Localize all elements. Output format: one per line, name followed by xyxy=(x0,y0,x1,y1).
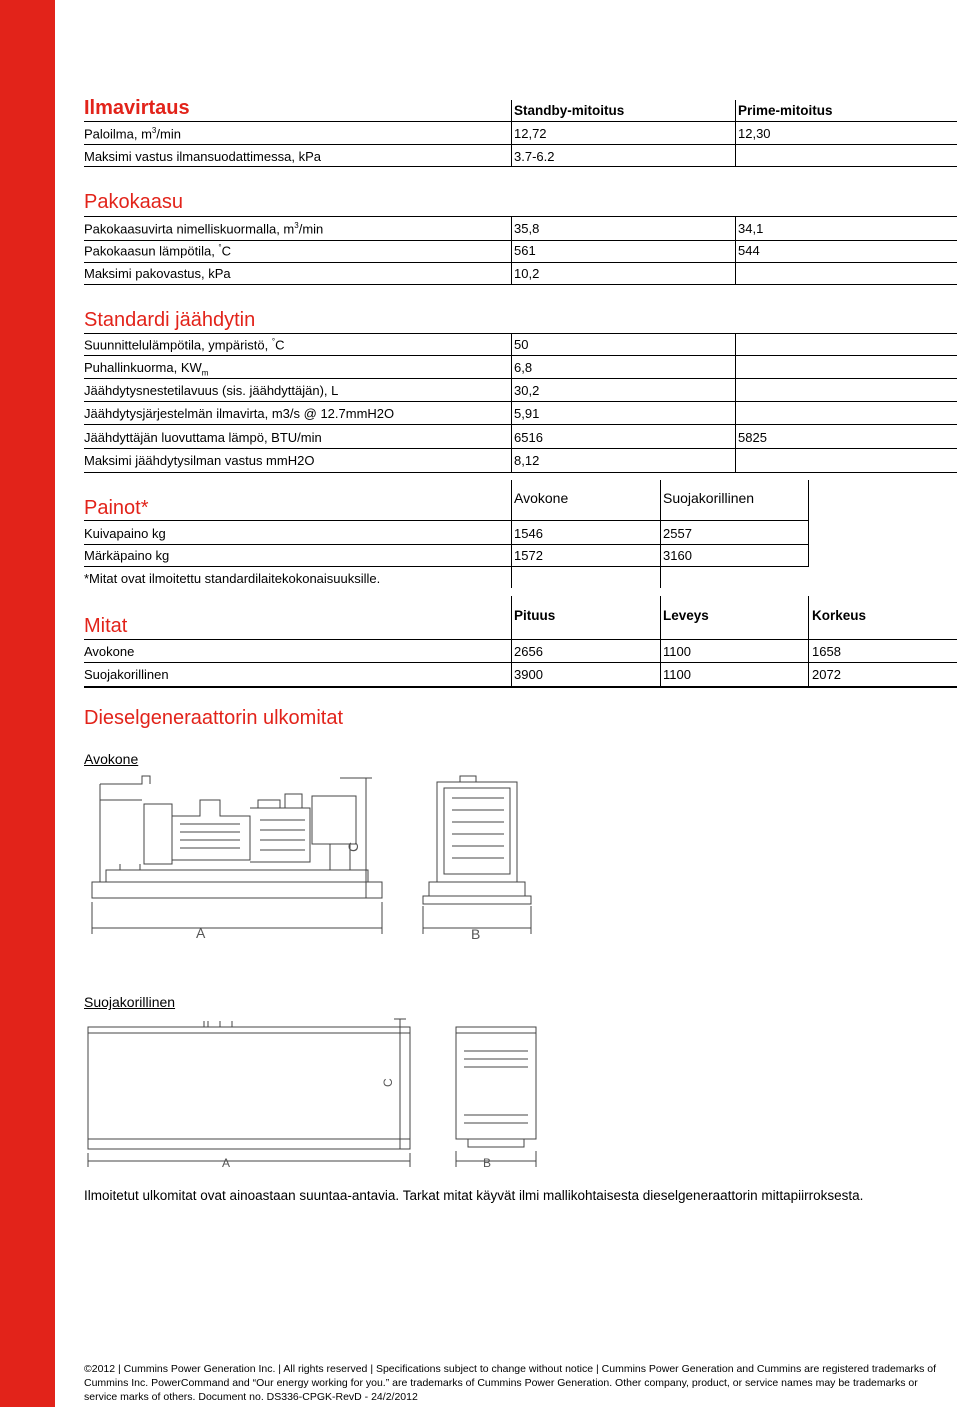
divider xyxy=(84,424,957,425)
dimensions-header-height: Korkeus xyxy=(812,608,867,623)
airflow-row-value: 12,72 xyxy=(514,126,547,141)
footer-legal: ©2012 | Cummins Power Generation Inc. | All rights reserved | Specifications subject to change without notice | Cummins Power Generation and Cummins are registered trademarks of Cummins Inc. PowerCommand and “Our energy working for you.” are trademarks of Cummins Power Generation. Other company, product, or service names may be trademarks or service marks of others. Document no. DS336-CPGK-RevD - 24/2/2012 xyxy=(84,1363,937,1403)
exhaust-row-label: Maksimi pakovastus, kPa xyxy=(84,266,231,281)
dimension-b-label: B xyxy=(483,1156,492,1170)
weights-row-value: 1546 xyxy=(514,526,543,541)
divider xyxy=(84,144,957,145)
divider xyxy=(84,121,957,122)
divider xyxy=(660,596,661,686)
exhaust-row-value: 35,8 xyxy=(514,221,540,236)
divider xyxy=(808,596,809,686)
dimension-a-label: A xyxy=(222,1156,231,1170)
cooling-row-value: 6,8 xyxy=(514,360,533,375)
dimensions-row-value: 3900 xyxy=(514,667,543,682)
airflow-row-label: Paloilma, $m^3/\min$ xyxy=(84,126,181,142)
dimensions-row-label: Avokone xyxy=(84,644,135,659)
outline-title: Dieselgeneraattorin ulkomitat xyxy=(84,707,344,729)
disclaimer: Ilmoitetut ulkomitat ovat ainoastaan suuntaa-antavia. Tarkat mitat käyvät ilmi mallikohtaisesta dieselgeneraattorin mittapiirroksesta. xyxy=(84,1188,864,1203)
airflow-row-label: Maksimi vastus ilmansuodattimessa, kPa xyxy=(84,149,321,164)
weights-row-value: 1572 xyxy=(514,548,543,563)
divider xyxy=(84,333,957,334)
weights-note: *Mitat ovat ilmoitettu standardilaitekokonaisuuksille. xyxy=(84,571,381,586)
divider xyxy=(84,166,957,167)
dimensions-header-length: Pituus xyxy=(514,608,556,623)
weights-row-value: 3160 xyxy=(663,548,692,563)
divider xyxy=(511,216,512,284)
dimensions-row-value: 1658 xyxy=(812,644,841,659)
weights-header-enclosed: Suojakorillinen xyxy=(663,490,755,506)
divider xyxy=(84,262,957,263)
cooling-title: Standardi jäähdytin xyxy=(84,309,256,331)
airflow-row-value: 3.7-6.2 xyxy=(514,149,555,164)
divider xyxy=(84,401,957,402)
brand-side-bar xyxy=(0,0,55,1407)
exhaust-title: Pakokaasu xyxy=(84,191,183,213)
dimension-c-label: C xyxy=(345,841,361,852)
airflow-header-standby: Standby-mitoitus xyxy=(514,103,625,118)
dimension-c-label: C xyxy=(381,1078,395,1087)
divider xyxy=(511,596,512,686)
exhaust-row-value: 544 xyxy=(738,243,760,258)
divider xyxy=(735,333,736,472)
open-set-drawing xyxy=(80,770,550,950)
weights-row-value: 2557 xyxy=(663,526,692,541)
cooling-row-value: 5,91 xyxy=(514,406,540,421)
dimensions-row-value: 2656 xyxy=(514,644,543,659)
open-set-label: Avokone xyxy=(84,751,139,767)
dimensions-title: Mitat xyxy=(84,615,128,637)
enclosed-set-drawing xyxy=(80,1015,550,1175)
divider xyxy=(84,284,957,285)
cooling-row-value: 30,2 xyxy=(514,383,540,398)
weights-header-open: Avokone xyxy=(514,490,569,506)
airflow-row-value: 12,30 xyxy=(738,126,771,141)
weights-row-label: Kuivapaino kg xyxy=(84,526,166,541)
divider xyxy=(511,333,512,472)
exhaust-row-value: 10,2 xyxy=(514,266,540,281)
cooling-row-value: 6516 xyxy=(514,430,543,445)
divider xyxy=(84,544,809,545)
dimensions-row-value: 1100 xyxy=(663,667,691,682)
cooling-row-label: Jäähdyttäjän luovuttama lämpö, BTU/min xyxy=(84,430,322,445)
divider xyxy=(660,480,661,566)
divider xyxy=(84,566,809,567)
divider xyxy=(808,480,809,566)
dimensions-row-value: 1100 xyxy=(663,644,691,659)
exhaust-row-label: Pakokaasuvirta nimelliskuormalla, $m^3/\min$ xyxy=(84,221,324,237)
divider xyxy=(84,686,957,688)
cooling-row-label: Suunnittelulämpötila, ympäristö, °C xyxy=(84,337,285,353)
cooling-row-label: Maksimi jäähdytysilman vastus mmH2O xyxy=(84,453,315,468)
cooling-row-value: 5825 xyxy=(738,430,767,445)
divider xyxy=(84,355,957,356)
divider xyxy=(511,100,512,166)
divider xyxy=(84,520,809,521)
cooling-row-label: Jäähdytysnestetilavuus (sis. jäähdyttäjän), L xyxy=(84,383,339,398)
exhaust-row-value: 561 xyxy=(514,243,536,258)
enclosed-set-label: Suojakorillinen xyxy=(84,994,176,1010)
divider xyxy=(511,566,512,588)
divider xyxy=(84,378,957,379)
divider xyxy=(735,216,736,284)
exhaust-row-label: Pakokaasun lämpötila, °C xyxy=(84,243,232,259)
cooling-row-label: Jäähdytysjärjestelmän ilmavirta, m3/s @ 12.7mmH2O xyxy=(84,406,395,421)
divider xyxy=(84,448,957,449)
weights-row-label: Märkäpaino kg xyxy=(84,548,170,563)
cooling-row-value: 50 xyxy=(514,337,529,352)
divider xyxy=(735,100,736,166)
divider xyxy=(84,662,957,663)
divider xyxy=(84,240,957,241)
divider xyxy=(84,472,957,473)
airflow-title: Ilmavirtaus xyxy=(84,97,190,119)
dimensions-row-value: 2072 xyxy=(812,667,841,682)
divider xyxy=(84,216,957,217)
divider xyxy=(84,639,957,640)
divider xyxy=(511,480,512,566)
dimension-a-label: A xyxy=(196,925,206,941)
weights-title: Painot* xyxy=(84,497,149,519)
dimensions-header-width: Leveys xyxy=(663,608,709,623)
dimension-b-label: B xyxy=(471,926,481,942)
cooling-row-value: 8,12 xyxy=(514,453,540,468)
dimensions-row-label: Suojakorillinen xyxy=(84,667,169,682)
airflow-header-prime: Prime-mitoitus xyxy=(738,103,833,118)
divider xyxy=(660,566,661,588)
cooling-row-label: Puhallinkuorma, $KW_m$ xyxy=(84,360,209,378)
exhaust-row-value: 34,1 xyxy=(738,221,764,236)
